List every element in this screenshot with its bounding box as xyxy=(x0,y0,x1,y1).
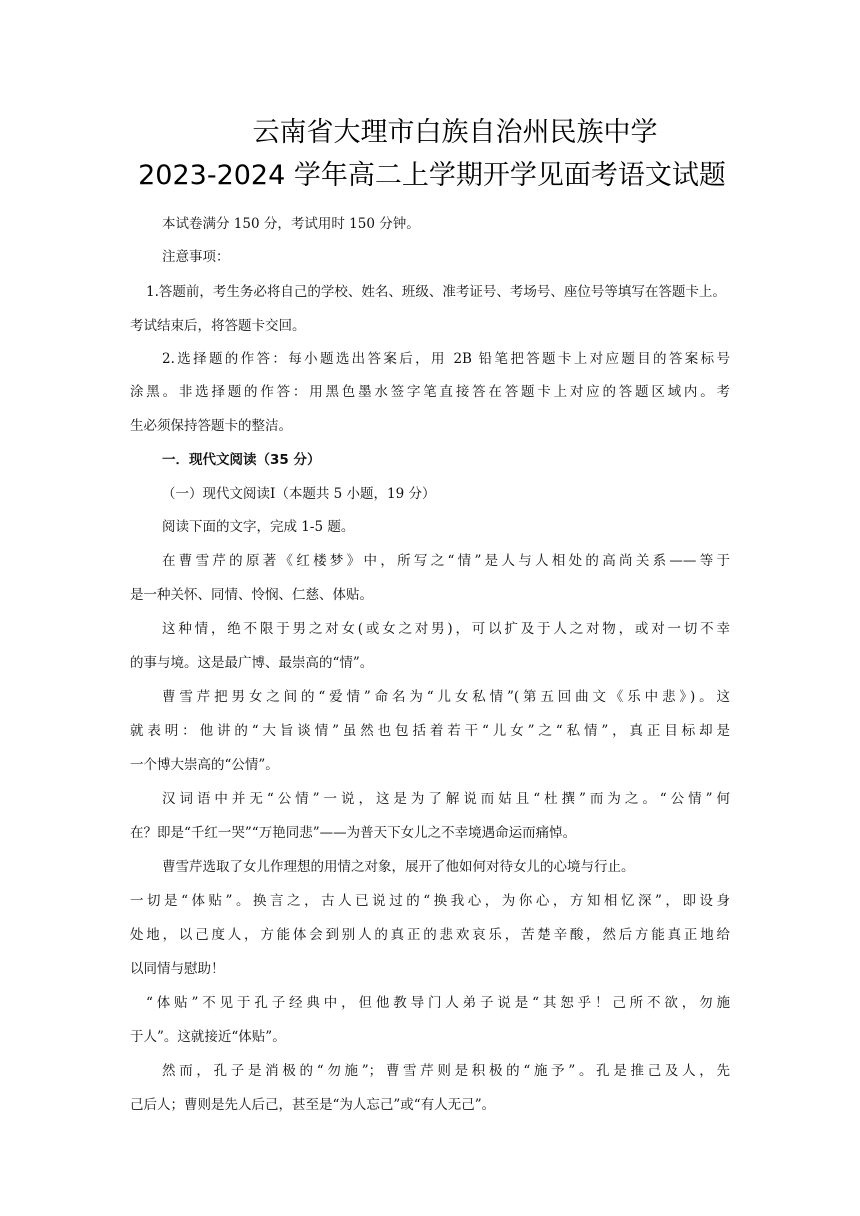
section-heading: 一．现代文阅读（35 分） xyxy=(162,452,321,468)
passage-line: 以同情与慰助！ xyxy=(130,961,225,977)
notice-item-2-end: 生必须保持答题卡的整洁。 xyxy=(130,418,292,434)
passage-line: 在曹雪芹的原著《红楼梦》中，所写之“情”是人与人相处的高尚关系——等于 xyxy=(162,553,730,569)
passage-line: 是一种关怀、同情、怜悯、仁慈、体贴。 xyxy=(130,587,373,603)
passage-line: 然而，孔子是消极的“勿施”；曹雪芹则是积极的“施予”。孔是推己及人，先 xyxy=(162,1063,730,1079)
passage-line: 的事与境。这是最广博、最崇高的“情”。 xyxy=(130,655,374,671)
passage-line: 就表明：他讲的“大旨谈情”虽然也包括着若干“儿女”之“私情”，真正目标却是 xyxy=(130,723,730,739)
notice-item-1: 1.答题前，考生务必将自己的学校、姓名、班级、准考证号、考场号、座位号等填写在答题卡上。 xyxy=(146,284,726,300)
exam-info: 本试卷满分 150 分，考试用时 150 分钟。 xyxy=(162,216,420,232)
passage-line: 一切是“体贴”。换言之，古人已说过的“换我心，为你心，方知相忆深”，即设身 xyxy=(130,893,730,909)
passage-line: 处地，以己度人，方能体会到别人的真正的悲欢哀乐，苦楚辛酸，然后方能真正地给 xyxy=(130,927,730,943)
notice-item-2: 2.选择题的作答：每小题选出答案后，用 2B 铅笔把答题卡上对应题目的答案标号 xyxy=(162,351,730,367)
notice-heading: 注意事项： xyxy=(162,249,230,265)
passage-line: 于人”。这就接近“体贴”。 xyxy=(130,1029,286,1045)
passage-line: 在？即是“千红一哭”“万艳同悲”——为普天下女儿之不幸境遇命运而痛悼。 xyxy=(130,825,577,841)
notice-item-1-cont: 考试结束后，将答题卡交回。 xyxy=(130,318,306,334)
passage-line: 曹雪芹把男女之间的“爱情”命名为“儿女私情”(第五回曲文《乐中悲》)。这 xyxy=(162,689,730,705)
passage-line: 曹雪芹选取了女儿作理想的用情之对象，展开了他如何对待女儿的心境与行止。 xyxy=(162,859,635,875)
title-line-1: 云南省大理市白族自治州民族中学 xyxy=(252,117,658,148)
passage-line: 汉词语中并无“公情”一说，这是为了解说而姑且“杜撰”而为之。“公情”何 xyxy=(162,791,730,807)
passage-line: “体贴”不见于孔子经典中，但他教导门人弟子说是“其恕乎！己所不欲，勿施 xyxy=(146,995,730,1011)
subsection-heading: （一）现代文阅读Ⅰ（本题共 5 小题，19 分） xyxy=(162,486,436,502)
notice-item-2-cont: 涂黑。非选择题的作答：用黑色墨水签字笔直接答在答题卡上对应的答题区域内。考 xyxy=(130,384,730,400)
passage-line: 己后人；曹则是先人后己，甚至是“为人忘己”或“有人无己”。 xyxy=(130,1097,496,1113)
passage-line: 这种情，绝不限于男之对女(或女之对男)，可以扩及于人之对物，或对一切不幸 xyxy=(162,621,730,637)
reading-instruction: 阅读下面的文字，完成 1-5 题。 xyxy=(162,519,355,535)
passage-line: 一个博大崇高的“公情”。 xyxy=(130,757,279,773)
title-line-2: 2023-2024 学年高二上学期开学见面考语文试题 xyxy=(138,160,726,191)
